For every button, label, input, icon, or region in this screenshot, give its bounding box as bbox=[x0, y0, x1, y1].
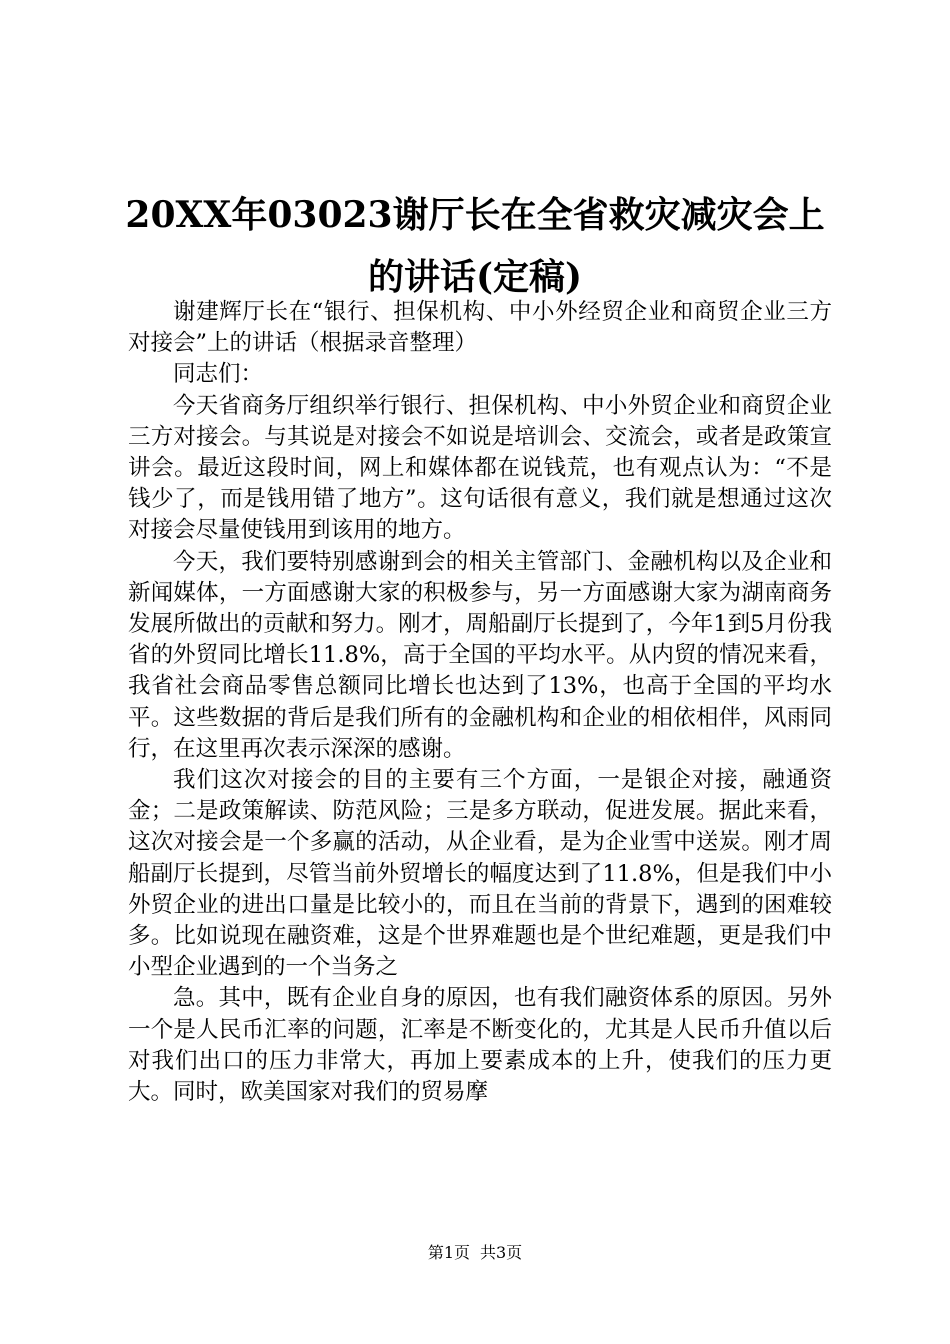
paragraph-2: 今天，我们要特别感谢到会的相关主管部门、金融机构以及企业和新闻媒体，一方面感谢大家的积极参与，另一方面感谢大家为湖南商务发展所做出的贡献和努力。刚才，周船副厅长提到了，今年1到5月份我省的外贸同比增长11.8%，高于全国的平均水平。从内贸的情况来看，我省社会商品零售总额同比增长也达到了13%，也高于全国的平均水平。这些数据的背后是我们所有的金融机构和企业的相依相伴，风雨同行，在这里再次表示深深的感谢。 bbox=[128, 548, 832, 762]
paragraph-salutation: 同志们： bbox=[173, 361, 264, 388]
page-number: 第1页 bbox=[427, 1243, 470, 1262]
page-total: 共3页 bbox=[480, 1243, 523, 1262]
paragraph-4: 急。其中，既有企业自身的原因，也有我们融资体系的原因。另外一个是人民币汇率的问题，汇率是不断变化的，尤其是人民币升值以后对我们出口的压力非常大，再加上要素成本的上升，使我们的压力更大。同时，欧美国家对我们的贸易摩 bbox=[128, 985, 832, 1106]
paragraph-3: 我们这次对接会的目的主要有三个方面，一是银企对接，融通资金；二是政策解读、防范风险；三是多方联动，促进发展。据此来看，这次对接会是一个多赢的活动，从企业看，是为企业雪中送炭。刚才周船副厅长提到，尽管当前外贸增长的幅度达到了11.8%，但是我们中小外贸企业的进出口量是比较小的，而且在当前的背景下，遇到的困难较多。比如说现在融资难，这是个世界难题也是个世纪难题，更是我们中小型企业遇到的一个当务之 bbox=[128, 767, 832, 981]
page-footer bbox=[0, 1243, 950, 1263]
paragraph-intro: 谢建辉厅长在“银行、担保机构、中小外经贸企业和商贸企业三方对接会”上的讲话（根据录音整理） bbox=[128, 299, 832, 357]
paragraph-1: 今天省商务厅组织举行银行、担保机构、中小外贸企业和商贸企业三方对接会。与其说是对接会不如说是培训会、交流会，或者是政策宣讲会。最近这段时间，网上和媒体都在说钱荒，也有观点认为：“不是钱少了，而是钱用错了地方”。这句话很有意义，我们就是想通过这次对接会尽量使钱用到该用的地方。 bbox=[128, 392, 832, 544]
document-title: 20XX年03023谢厅长在全省救灾减灾会上的讲话(定稿) bbox=[125, 194, 825, 299]
document-body bbox=[128, 297, 832, 1108]
